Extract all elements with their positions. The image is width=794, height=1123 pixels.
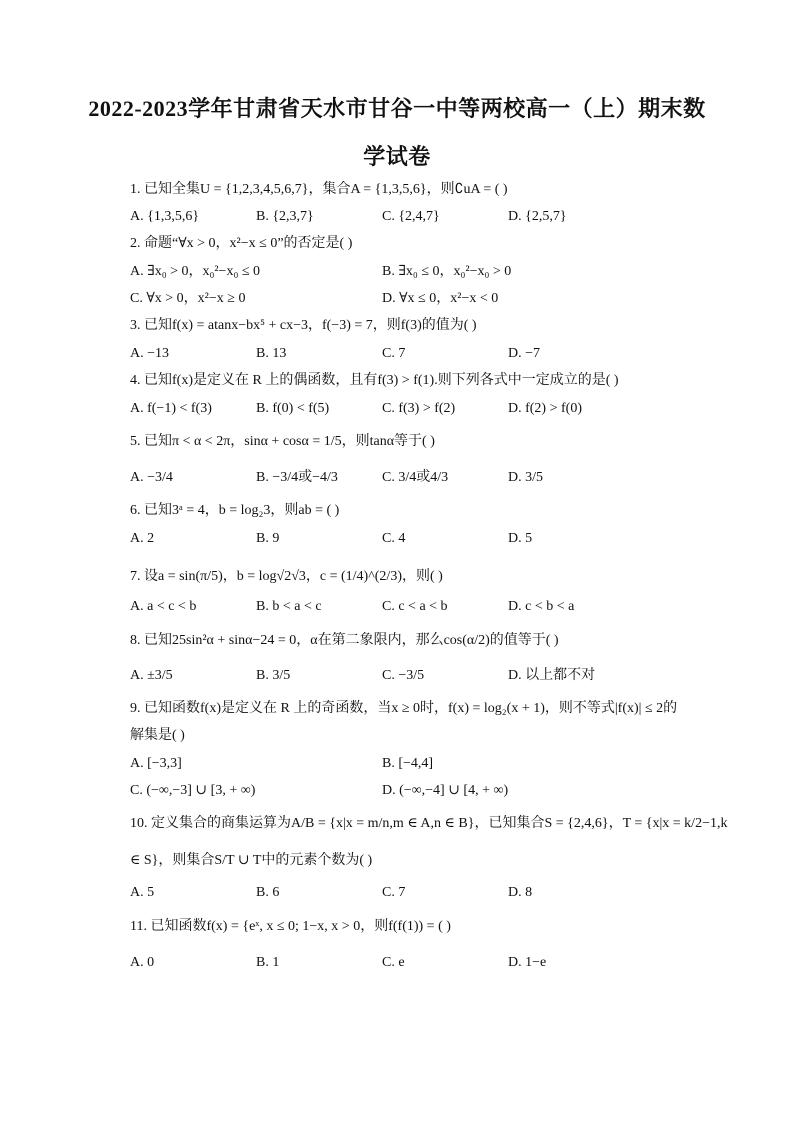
- option-d[interactable]: D. 5: [508, 531, 533, 546]
- option-d[interactable]: D. ∀x ≤ 0，x²−x < 0: [382, 291, 499, 306]
- exam-title-line-1: 2022-2023学年甘肃省天水市甘谷一中等两校高一（上）期末数: [88, 96, 706, 121]
- option-b[interactable]: B. −3/4或−4/3: [256, 470, 338, 485]
- question-10-stem-cont: [0, 851, 794, 877]
- question-stem: 7. 设a = sin(π/5)，b = log√2√3，c = (1/4)^(2/3)，则( ): [130, 569, 443, 584]
- question-stem: 3. 已知f(x) = atanx−bx⁵ + cx−3，f(−3) = 7，则f(3)的值为( ): [130, 318, 477, 333]
- question-stem: 6. 已知3ᵃ = 4，b = log₂3，则ab = ( ): [130, 503, 340, 518]
- question-9-options-row2: [0, 781, 794, 807]
- question-stem: 1. 已知全集U = {1,2,3,4,5,6,7}，集合A = {1,3,5,6}，则∁uA = ( ): [130, 182, 508, 197]
- option-d[interactable]: D. f(2) > f(0): [508, 401, 582, 416]
- option-b[interactable]: B. ∃x₀ ≤ 0，x₀²−x₀ > 0: [382, 264, 512, 279]
- option-b[interactable]: B. [−4,4]: [382, 756, 434, 771]
- option-a[interactable]: A. f(−1) < f(3): [130, 401, 212, 416]
- question-stem: 11. 已知函数f(x) = {eˣ, x ≤ 0; 1−x, x > 0，则f(f(1)) = ( ): [130, 919, 451, 934]
- option-d[interactable]: D. −7: [508, 346, 541, 361]
- option-b[interactable]: B. b < a < c: [256, 599, 322, 614]
- question-11: [0, 917, 794, 943]
- question-9-options-row1: [0, 754, 794, 780]
- option-b[interactable]: B. 6: [256, 885, 280, 900]
- option-d[interactable]: D. 8: [508, 885, 533, 900]
- option-c[interactable]: C. 7: [382, 885, 406, 900]
- option-c[interactable]: C. c < a < b: [382, 599, 448, 614]
- question-5-options: [0, 468, 794, 494]
- question-stem-continuation: ∈ S}，则集合S/T ∪ T中的元素个数为( ): [130, 853, 373, 868]
- question-10: [0, 814, 794, 840]
- question-stem: 5. 已知π < α < 2π，sinα + cosα = 1/5，则tanα等于( ): [130, 434, 435, 449]
- option-d[interactable]: D. 以上都不对: [508, 668, 596, 683]
- question-10-options: [0, 883, 794, 909]
- question-6-options: [0, 529, 794, 555]
- option-b[interactable]: B. 13: [256, 346, 287, 361]
- option-c[interactable]: C. e: [382, 955, 405, 970]
- question-4: [0, 371, 794, 397]
- question-9-stem-cont: [0, 726, 794, 752]
- exam-title-line-2: 学试卷: [363, 144, 431, 169]
- question-2-options-row1: [0, 262, 794, 288]
- option-c[interactable]: C. 7: [382, 346, 406, 361]
- question-stem: 10. 定义集合的商集运算为A/B = {x|x = m/n,m ∈ A,n ∈ B}，已知集合S = {2,4,6}，T = {x|x = k/2−1,k: [130, 816, 728, 831]
- option-d[interactable]: D. c < b < a: [508, 599, 575, 614]
- question-6: [0, 501, 794, 527]
- option-d[interactable]: D. 1−e: [508, 955, 547, 970]
- option-b[interactable]: B. 1: [256, 955, 280, 970]
- option-c[interactable]: C. −3/5: [382, 668, 425, 683]
- option-a[interactable]: A. a < c < b: [130, 599, 197, 614]
- option-a[interactable]: A. [−3,3]: [130, 756, 182, 771]
- option-c[interactable]: C. f(3) > f(2): [382, 401, 456, 416]
- option-b[interactable]: B. 9: [256, 531, 280, 546]
- question-stem: 9. 已知函数f(x)是定义在 R 上的奇函数，当x ≥ 0时，f(x) = log₂(x + 1)，则不等式|f(x)| ≤ 2的: [130, 701, 678, 716]
- option-b[interactable]: B. {2,3,7}: [256, 209, 314, 224]
- option-d[interactable]: D. (−∞,−4] ∪ [4, + ∞): [382, 783, 509, 798]
- question-7: [0, 567, 794, 593]
- option-a[interactable]: A. 2: [130, 531, 155, 546]
- question-stem: 2. 命题“∀x > 0，x²−x ≤ 0”的否定是( ): [130, 236, 353, 251]
- question-2-options-row2: [0, 289, 794, 315]
- question-1: [0, 180, 794, 206]
- question-stem-continuation: 解集是( ): [130, 728, 185, 743]
- question-3: [0, 316, 794, 342]
- option-b[interactable]: B. 3/5: [256, 668, 291, 683]
- question-1-options: [0, 207, 794, 233]
- question-8: [0, 631, 794, 657]
- option-c[interactable]: C. {2,4,7}: [382, 209, 440, 224]
- option-a[interactable]: A. −13: [130, 346, 170, 361]
- question-8-options: [0, 666, 794, 692]
- option-a[interactable]: A. −3/4: [130, 470, 173, 485]
- question-stem: 8. 已知25sin²α + sinα−24 = 0，α在第二象限内，那么cos(α/2)的值等于( ): [130, 633, 559, 648]
- option-a[interactable]: A. ±3/5: [130, 668, 173, 683]
- question-3-options: [0, 344, 794, 370]
- question-9: [0, 699, 794, 725]
- question-11-options: [0, 953, 794, 979]
- option-a[interactable]: A. 0: [130, 955, 155, 970]
- question-2: [0, 234, 794, 260]
- question-4-options: [0, 399, 794, 425]
- option-d[interactable]: D. 3/5: [508, 470, 543, 485]
- question-stem: 4. 已知f(x)是定义在 R 上的偶函数，且有f(3) > f(1).则下列各式中一定成立的是( ): [130, 373, 619, 388]
- option-a[interactable]: A. 5: [130, 885, 155, 900]
- option-c[interactable]: C. ∀x > 0，x²−x ≥ 0: [130, 291, 246, 306]
- question-7-options: [0, 597, 794, 623]
- question-5: [0, 432, 794, 458]
- option-b[interactable]: B. f(0) < f(5): [256, 401, 330, 416]
- option-a[interactable]: A. {1,3,5,6}: [130, 209, 200, 224]
- option-d[interactable]: D. {2,5,7}: [508, 209, 567, 224]
- option-c[interactable]: C. 3/4或4/3: [382, 470, 449, 485]
- option-a[interactable]: A. ∃x₀ > 0，x₀²−x₀ ≤ 0: [130, 264, 261, 279]
- option-c[interactable]: C. (−∞,−3] ∪ [3, + ∞): [130, 783, 256, 798]
- option-c[interactable]: C. 4: [382, 531, 406, 546]
